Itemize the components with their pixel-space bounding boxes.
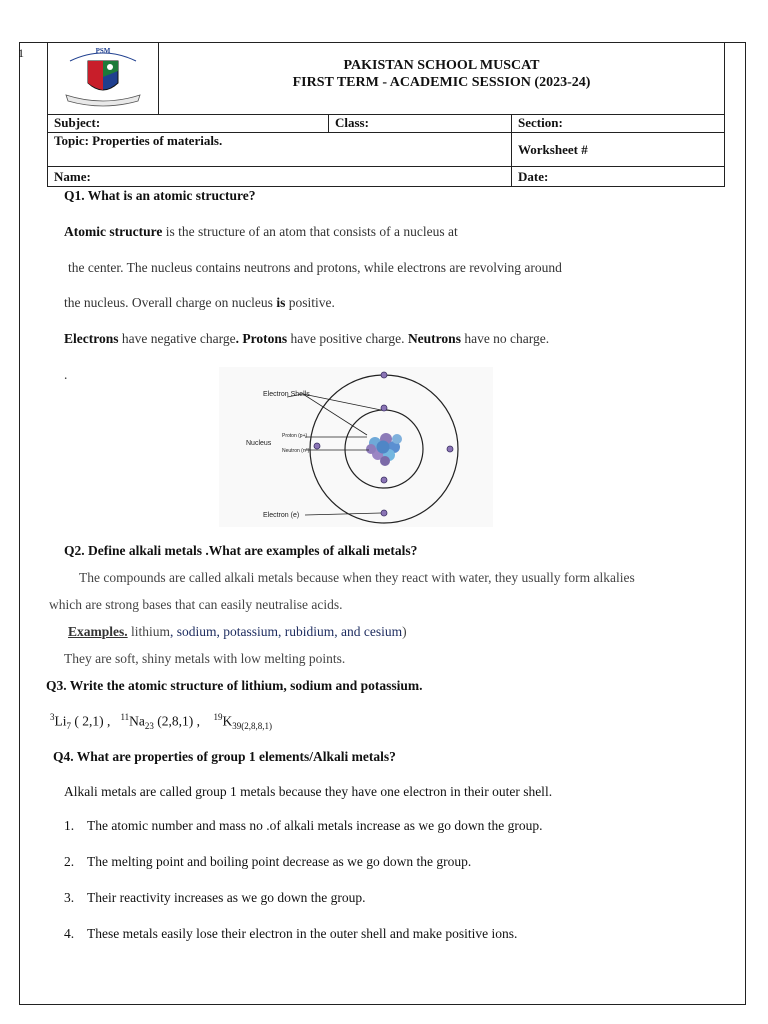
q1-line3 xyxy=(64,295,335,311)
q1-line3-a: the nucleus. Overall charge on nucleus xyxy=(64,295,277,310)
li-atomic-number: 3 xyxy=(50,712,55,722)
page-number: 1 xyxy=(18,46,24,60)
item-text: These metals easily lose their electron in the outer shell and make positive ions. xyxy=(87,926,518,941)
list-item xyxy=(64,890,543,926)
q1-dot: . xyxy=(64,367,68,382)
li-symbol: Li xyxy=(54,713,67,729)
na-config: (2,8,1) , xyxy=(153,713,201,729)
li-mass: 7 xyxy=(66,721,71,732)
school-name: PAKISTAN SCHOOL MUSCAT xyxy=(343,58,540,73)
q1-line1 xyxy=(64,224,458,240)
item-number: 4. xyxy=(64,926,75,941)
electrons-text: have negative charge xyxy=(118,331,236,346)
label-electron-shells: Electron Shells xyxy=(263,391,310,398)
examples-first: lithium xyxy=(127,624,171,639)
li-config: ( 2,1) , xyxy=(71,713,111,729)
na-atomic-number: 11 xyxy=(120,712,130,722)
name-field: Name: xyxy=(48,167,512,187)
q2-line2: which are strong bases that can easily neutralise acids. xyxy=(49,597,343,612)
atom-diagram xyxy=(219,367,493,527)
q4-intro: Alkali metals are called group 1 metals because they have one electron in their outer shell. xyxy=(64,784,553,799)
list-item xyxy=(64,926,543,962)
list-item xyxy=(64,854,543,890)
subject-field: Subject: xyxy=(48,115,329,133)
k-mass-config: 39(2,8,8,1) xyxy=(232,721,273,732)
worksheet-header xyxy=(47,42,725,187)
k-atomic-number: 19 xyxy=(213,712,223,722)
date-field: Date: xyxy=(512,167,725,187)
item-number: 3. xyxy=(64,890,75,905)
q2-question: Q2. Define alkali metals .What are examples of alkali metals? xyxy=(64,543,418,558)
item-text: The atomic number and mass no .of alkali metals increase as we go down the group. xyxy=(87,818,543,833)
q1-line2: the center. The nucleus contains neutrons and protons, while electrons are revolving around xyxy=(68,260,562,275)
label-nucleus: Nucleus xyxy=(246,440,272,447)
item-text: Their reactivity increases as we go down the group. xyxy=(87,890,366,905)
na-symbol: Na xyxy=(129,713,145,729)
label-proton: Proton (p+) xyxy=(282,433,308,439)
k-symbol: K xyxy=(222,713,233,729)
label-neutron: Neutron (n°) xyxy=(282,448,310,454)
class-field: Class: xyxy=(329,115,512,133)
item-number: 1. xyxy=(64,818,75,833)
q2-line1: The compounds are called alkali metals because when they react with water, they usually form alkalies xyxy=(79,570,635,585)
q1-term: Atomic structure xyxy=(64,224,163,239)
na-mass: 23 xyxy=(144,721,154,732)
topic-field: Topic: Properties of materials. xyxy=(48,133,512,167)
neutrons-text: have no charge. xyxy=(460,331,550,346)
q1-line3-is: is xyxy=(276,295,286,310)
neutrons-term: Neutrons xyxy=(407,331,461,346)
item-text: The melting point and boiling point decrease as we go down the group. xyxy=(87,854,472,869)
logo-letters: PSM xyxy=(95,47,111,55)
protons-text: have positive charge. xyxy=(287,331,408,346)
q2-examples xyxy=(68,624,407,640)
q4-properties-list xyxy=(64,818,543,962)
examples-label: Examples. xyxy=(68,624,128,639)
list-item xyxy=(64,818,543,854)
item-number: 2. xyxy=(64,854,75,869)
q1-charges xyxy=(64,331,549,347)
protons-term: . Protons xyxy=(235,331,288,346)
label-electron: Electron (e) xyxy=(263,512,300,519)
logo-cell xyxy=(48,43,159,115)
academic-term: FIRST TERM - ACADEMIC SESSION (2023-24) xyxy=(292,75,591,90)
school-title-cell xyxy=(159,43,725,115)
examples-rest: , sodium, potassium, rubidium, and cesium xyxy=(170,624,403,639)
q3-structures xyxy=(50,712,272,731)
q3-question: Q3. Write the atomic structure of lithium, sodium and potassium. xyxy=(46,678,423,693)
q1-line1-rest: is the structure of an atom that consists of a nucleus at xyxy=(162,224,458,239)
school-logo xyxy=(48,43,158,110)
section-field: Section: xyxy=(512,115,725,133)
q2-line4: They are soft, shiny metals with low melting points. xyxy=(64,651,346,666)
q1-question: Q1. What is an atomic structure? xyxy=(64,188,256,203)
q4-question: Q4. What are properties of group 1 elements/Alkali metals? xyxy=(53,749,396,764)
q1-line3-c: positive. xyxy=(285,295,335,310)
electrons-term: Electrons xyxy=(64,331,119,346)
examples-close: ) xyxy=(402,624,407,639)
worksheet-number-field: Worksheet # xyxy=(512,133,725,167)
